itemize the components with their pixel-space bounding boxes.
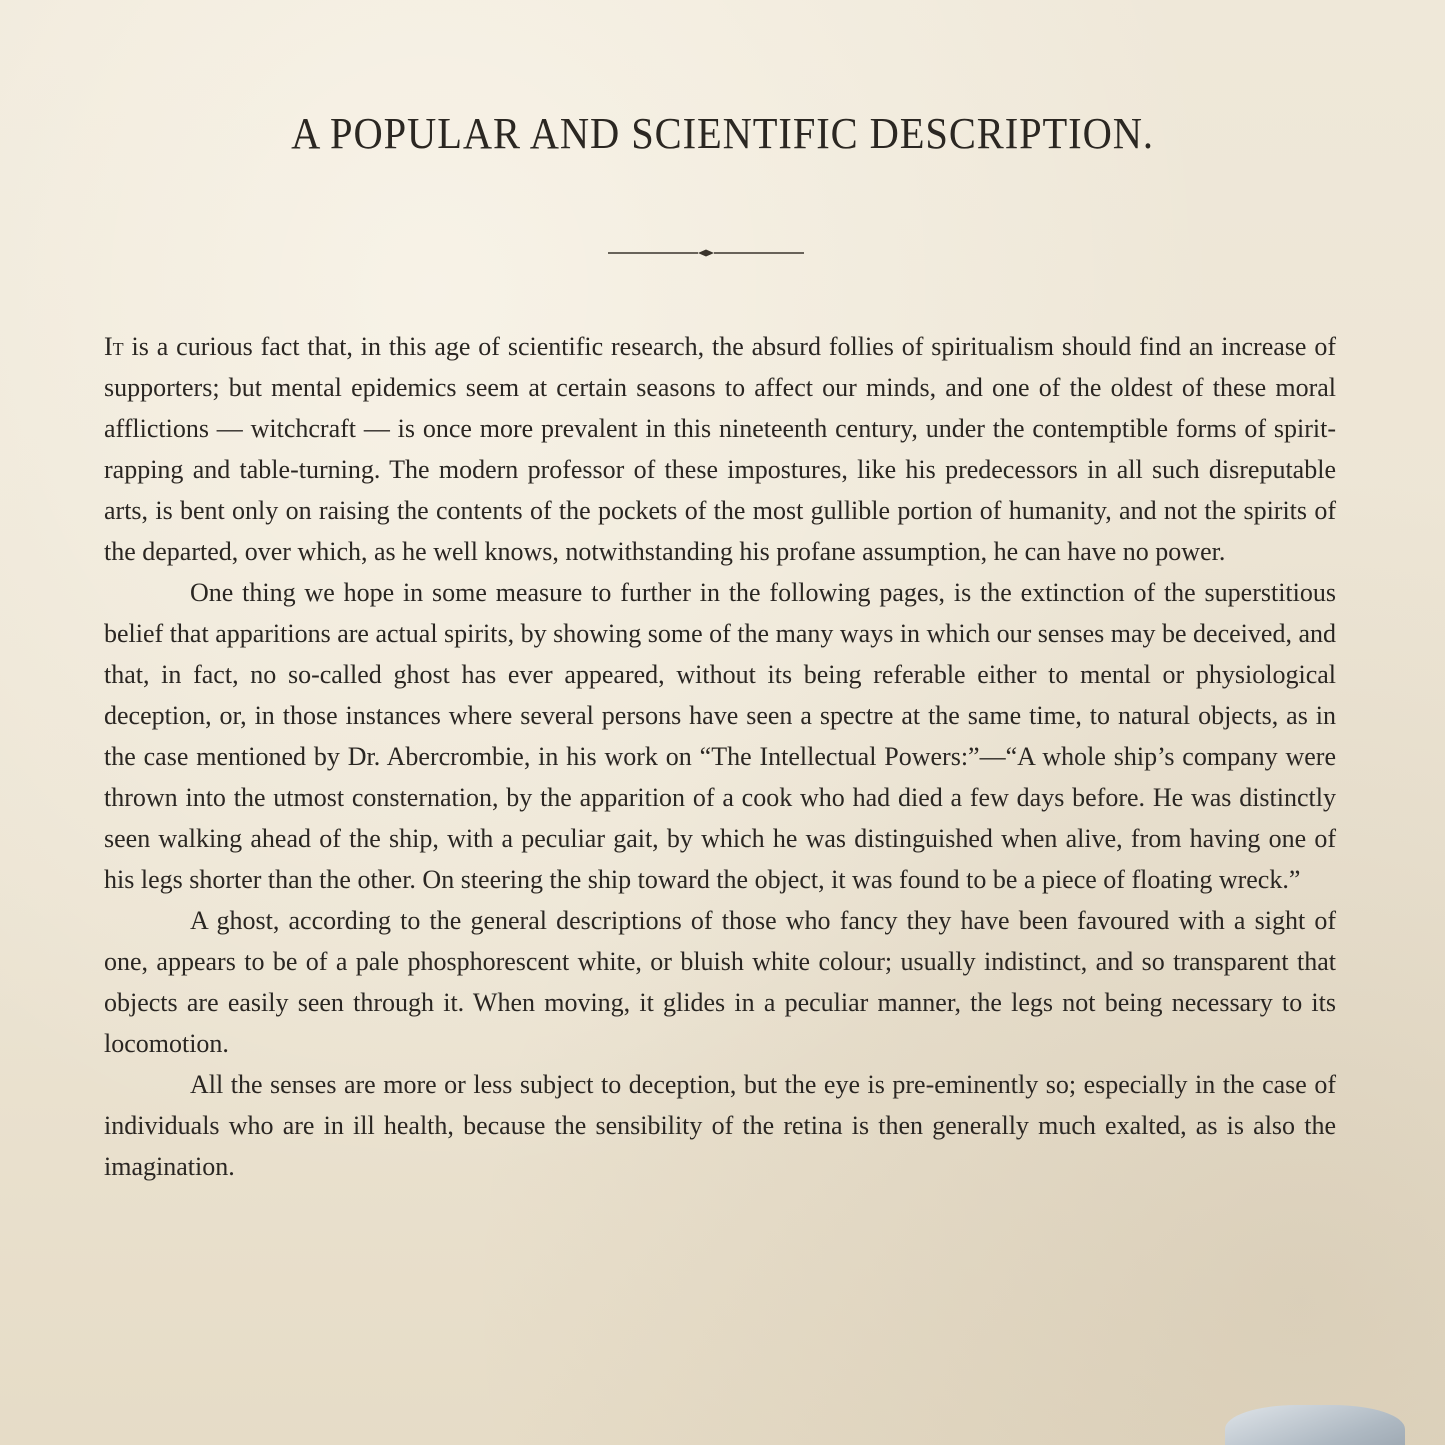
paragraph-1 [104,326,1336,572]
plastic-wrap-corner [1225,1405,1405,1445]
paragraph-3: A ghost, according to the general descriptions of those who fancy they have been favoured with a sight of one, appears to be of a pale phosphorescent white, or bluish white colour; usually indistinct, and so transparent that objects are easily seen through it. When moving, it glides in a peculiar manner, the legs not being necessary to its locomotion. [104,906,1336,1058]
page-title: A POPULAR AND SCIENTIFIC DESCRIPTION. [291,109,1154,158]
paragraph-4: All the senses are more or less subject to deception, but the eye is pre-eminently so; especially in the case of individuals who are in ill health, because the sensibility of the retina is then generally much exalted, as is also the imagination. [104,1070,1336,1181]
paragraph-2: One thing we hope in some measure to further in the following pages, is the extinction of the superstitious belief that apparitions are actual spirits, by showing some of the many ways in which our senses may be deceived, and that, in fact, no so-called ghost has ever appeared, without its being referable either to mental or physiological deception, or, in those instances where several persons have seen a spectre at the same time, to natural objects, as in the case mentioned by Dr. Abercrombie, in his work on “The Intellectual Powers:”—“A whole ship’s company were thrown into the utmost consternation, by the apparition of a cook who had died a few days before. He was distinctly seen walking ahead of the ship, with a peculiar gait, by which he was distinguished when alive, from having one of his legs shorter than the other. On steering the ship toward the object, it was found to be a piece of floating wreck.” [104,578,1336,894]
title-rule-ornament [606,245,806,261]
paragraph-1-text: is a curious fact that, in this age of scientific research, the absurd follies of spiritualism should find an increase of supporters; but mental epidemics seem at certain seasons to affect our minds, and one of the oldest of these moral afflictions — witchcraft — is once more prevalent in this nineteenth century, under the contemptible forms of spirit-rapping and table-turning. The modern professor of these impostures, like his predecessors in all such disreputable arts, is bent only on raising the contents of the pockets of the most gullible portion of humanity, and not the spirits of the departed, over which, as he well knows, notwithstanding his profane assumption, he can have no power. [104,332,1336,566]
body-text [104,326,1336,1187]
drop-word: It [104,332,124,361]
